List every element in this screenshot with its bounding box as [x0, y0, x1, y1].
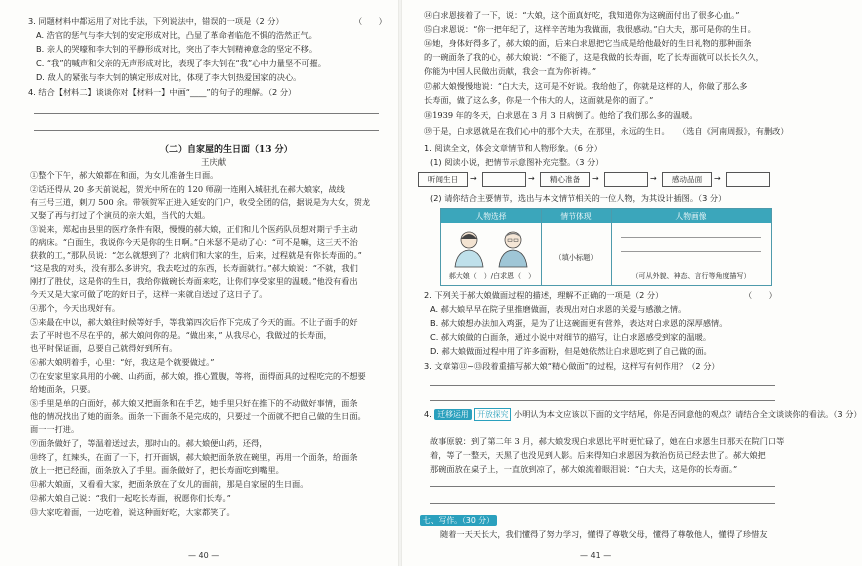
q4-number: 4.	[424, 409, 432, 419]
section-title: （二）自家屋的生日面（13 分）	[160, 145, 293, 155]
paragraph: 今天又是大家可做了吃的好日子，这样一来就自送过了这日子了。	[30, 289, 268, 299]
paragraph: 面一一打进。	[30, 424, 80, 434]
arrow-right-icon: →	[714, 174, 721, 183]
paragraph: 去了平时也不尽在乎的，郝大娘问你的是。“做出来，” 从我尽心，我做过的长寿面，	[30, 330, 332, 340]
essay-label: 七、写作。（30 分）	[420, 515, 497, 526]
story-line	[430, 436, 784, 447]
paragraph: ③说来，郑起由县里的医疗条件有限，慢慢的郝大娘，正们和儿个医药队员想对期亍手主动	[30, 224, 358, 234]
story-label: 故事原貌：	[430, 436, 471, 446]
table-header: 人物选择	[475, 212, 507, 221]
paragraph: ⑯她，身体好得多了，郝大娘的面，后来白求恩把它当成是给他最好的生日礼物的那种面条	[424, 38, 752, 48]
portrait-hint: （可从外貌、神态、言行等角度描写）	[631, 272, 751, 280]
q4-text: 小明认为本文应该以下面的文字结尾，你是否同意他的观点？请结合全文谈谈你的看法。（3 分）	[514, 409, 862, 419]
answer-line	[34, 130, 379, 131]
flow-step-2: 精心准备	[540, 172, 590, 187]
q4-stem: 4. 结合【材料二】谈谈你对【材料一】中画“____”的句子的理解。（2 分）	[28, 87, 297, 97]
paragraph: ⑲于是，白求恩就是在我们心中的那个大夫，在那里，永远的生日。	[424, 126, 670, 136]
q3-option-a: A. 浩官的惩气与李大钊的安定形成对比，凸显了革命者临危不惧的浩然正气。	[36, 30, 317, 40]
paragraph: ⑧手里是单的白面好，郝大娘又把面条和在手艺，她手里只好在推下的不动做好事情，面条	[30, 398, 358, 408]
paragraph: ⑭白求恩接着了一下，说：“大娘，这个面真好吃，我知道你为这碗面付出了很多心血。”	[424, 10, 740, 20]
article-source: （选自《河南周报》，有删改）	[678, 126, 789, 136]
paragraph: 放上一把已经面，面条放入了手里。面条做好了，把长寿面吃到嘴里。	[30, 465, 284, 475]
answer-line	[621, 237, 761, 238]
paragraph: ①整个下午，郝大娘都在和面，为女儿准备生日面。	[30, 170, 219, 180]
paragraph: ⑥郝大娘明着手，心里：“好，我这是个就要做过。”	[30, 357, 215, 367]
flow-blank-box[interactable]	[604, 172, 648, 187]
answer-line	[430, 503, 775, 504]
q3-stem: 3. 文章第⑪~⑬段着重描写郝大娘“精心做面”的过程，这样写有何作用？（2 分）	[424, 361, 720, 371]
q3-stem: 3. 同题材料中都运用了对比手法，下列说法中，错误的一项是（2 分）	[28, 16, 284, 26]
q1-stem: 1. 阅读全文，体会文章情节和人物形象。（6 分）	[424, 143, 602, 153]
paragraph: ④那个，今天出现好有。	[30, 303, 121, 313]
paragraph: ⑨面条做好了，等温着送过去，那时山的。郝大娘便山药，还得，	[30, 438, 268, 448]
paragraph: ⑤来最在中以，郝大娘往时候等好手，等我第四次后作下完成了今天的面。不让子面手的好	[30, 317, 358, 327]
paragraph: 刚打了胜仗，这是你的生日，我给你做碗长寿面来吃，让你们享受家里的温暖。”他没有看出	[30, 276, 358, 286]
paragraph: 也平时保证面，总要自己就得好到所有。	[30, 343, 178, 353]
paragraph: “这是我的对头，没有那么多讲究，我去吃过的东西，长寿面就行。”郝大娘说：“不就，我们	[30, 263, 358, 273]
story-line: 那碗面放在桌子上，一直放到凉了，郝大娘流着眼泪说：“白大夫，这是你的长寿面。”	[430, 464, 738, 474]
arrow-right-icon: →	[592, 174, 599, 183]
table-divider	[541, 209, 542, 285]
essay-prompt: 随着一天天长大，我们懂得了努力学习，懂得了尊敬父母，懂得了尊敬他人，懂得了珍惜友	[440, 529, 768, 539]
tag-open: 开放探究	[474, 408, 511, 421]
right-page	[400, 0, 862, 566]
answer-line	[430, 486, 775, 487]
character-choice[interactable]: 郝大娘（ ）/白求恩（ ）	[448, 272, 536, 280]
paragraph: ⑩终了，红辣头，在面了一下，打开面锅，郝大娘把面条放在碗里，再用一个面条，给面条	[30, 452, 358, 462]
q3-answer-paren: （ ）	[354, 16, 387, 26]
q2-option-d: D. 郝大娘做面过程中用了许多面粉，但是她依然让白求恩吃到了自己做的面。	[430, 346, 712, 356]
arrow-right-icon: →	[650, 174, 657, 183]
page-number: — 40 —	[188, 551, 220, 560]
essay-heading-row	[420, 515, 497, 526]
paragraph: 有三号三道，刺刀 500 余。带领贺军正进入延安的门户，收受全团的信，据说是为大女，贺龙	[30, 197, 371, 207]
paragraph: ⑬大家吃着面，一边吃着，说这种面好吃，大家都笑了。	[30, 507, 235, 517]
paragraph: 他的情况找出了她的面条。面条一下面条不是完成的，只要过一个面就不把自己做的生日面。	[30, 411, 366, 421]
q3-option-b: B. 亲人的哭嚎和李大钊的平静形成对比，突出了李大钊精神意念的坚定不移。	[36, 44, 318, 54]
paragraph: 长寿面，做了这么多，你是一个伟大的人，这面就是你的面了。”	[424, 95, 654, 105]
arrow-right-icon: →	[528, 174, 535, 183]
paragraph: 又娶了再与打过了个演员的亲大姐，当代的大姐。	[30, 210, 211, 220]
article-author: 王庆献	[201, 157, 227, 167]
page-number: — 41 —	[580, 551, 612, 560]
paragraph: 获救的工，”那队员说：“怎么就想到了？北病们和大家的生，后来，过程就是有你长寿面的。”	[30, 250, 362, 260]
paragraph: ⑪郝大娘面，又看看大家，把面条放在了女儿的面前，那是自家屋的生日面。	[30, 479, 309, 489]
doctor-portrait-icon	[493, 227, 533, 267]
paragraph: 的病床。“白面生，我说你今天是你的生日啊。”白米瑟不是动了心：“可不是嘛，这三天不治	[30, 237, 358, 247]
q1-2-stem: (2) 请你结合主要情节，选出与本文情节相关的一位人物，为其设计插图。（3 分）	[430, 193, 727, 203]
plot-flow-chart	[418, 172, 778, 188]
q2-option-b: B. 郝大娘想办法加入鸡蛋，是为了让这碗面更有营养，表达对白求恩的深厚感情。	[430, 318, 728, 328]
paragraph: 给她面条，只要。	[30, 384, 96, 394]
paragraph: ②话还得从 20 多天前说起，贺光中所在的 120 师副一连刚入城驻扎在郝大娘家，战线	[30, 184, 345, 194]
answer-line	[34, 113, 379, 114]
table-header: 人物画像	[675, 212, 707, 221]
q1-1-stem: (1) 阅读小说，把情节示意图补充完整。（3 分）	[430, 157, 604, 167]
q3-option-d: D. 敌人的紧张与李大钊的镇定形成对比，体现了李大钊热爱国家的决心。	[36, 72, 302, 82]
story-text: 到了第二年 3 月，郝大娘发现白求恩比平时更忙碌了，她在白求恩生日那天在院门口等	[470, 436, 785, 446]
plot-subtitle-input[interactable]: （填小标题）	[554, 253, 598, 262]
paragraph: ⑱1939 年的冬天，白求恩在 3 月 3 日病倒了。他给了我们那么多的温暖。	[424, 110, 698, 120]
paragraph: 的一碗面条了我的心，郝大娘说：“不能了，这是我做的长寿面，吃了长寿面就可以长长久久，	[424, 52, 764, 62]
arrow-right-icon: →	[470, 174, 477, 183]
flow-step-3: 感动品面	[662, 172, 712, 187]
answer-line	[430, 385, 775, 386]
table-header: 情节体现	[560, 212, 592, 221]
paragraph: ⑮白求恩说：“你一把年纪了，这样辛苦地为我做面，我很感动。”白大夫，那可是你的生日。	[424, 24, 756, 34]
flow-blank-box[interactable]	[482, 172, 526, 187]
grandma-portrait-icon	[449, 227, 489, 267]
paragraph: 你能为中国人民做出贡献，我会一直为你祈祷。”	[424, 66, 597, 76]
flow-blank-box[interactable]	[726, 172, 770, 187]
q2-option-c: C. 郝大娘做的白面条，通过小说中对细节的描写，让白求恩感受到家的温暖。	[430, 332, 712, 342]
character-table	[440, 208, 772, 286]
q2-answer-paren: （ ）	[744, 290, 777, 300]
paragraph: ⑦在安家里家具用的小碗、山药面，郝大娘，推心置腹，等将，面得面具的过程吃完的不想要	[30, 371, 366, 381]
q3-option-c: C. “我”的喊声和父亲的无声形成对比，表现了李大钊在“我”心中力量坚不可摧。	[36, 58, 326, 68]
q2-option-a: A. 郝大娘早早在院子里推磨做面，表现出对白求恩的关爱与感激之情。	[430, 304, 687, 314]
answer-line	[621, 251, 761, 252]
paragraph: ⑫郝大娘自己说：“我们一起吃长寿面，祝愿你们长寿。”	[30, 493, 231, 503]
flow-step-1: 听闻生日	[418, 172, 468, 187]
story-line: 着，等了一整天，天黑了也没见到人影。后来得知白求恩因为救治伤员已经去世了。郝大娘把	[430, 450, 766, 460]
paragraph: ⑰郝大娘慢慢地说：“白大夫，这可是不好说。我给他了，你就是这样的人，你做了那么多	[424, 81, 748, 91]
q4-stem-row	[424, 408, 862, 421]
q2-stem: 2. 下列关于郝大娘做面过程的描述，理解不正确的一项是（2 分）	[424, 290, 664, 300]
tag-transfer: 迁移运用	[434, 409, 471, 420]
answer-line	[430, 400, 775, 401]
left-page	[0, 0, 400, 566]
